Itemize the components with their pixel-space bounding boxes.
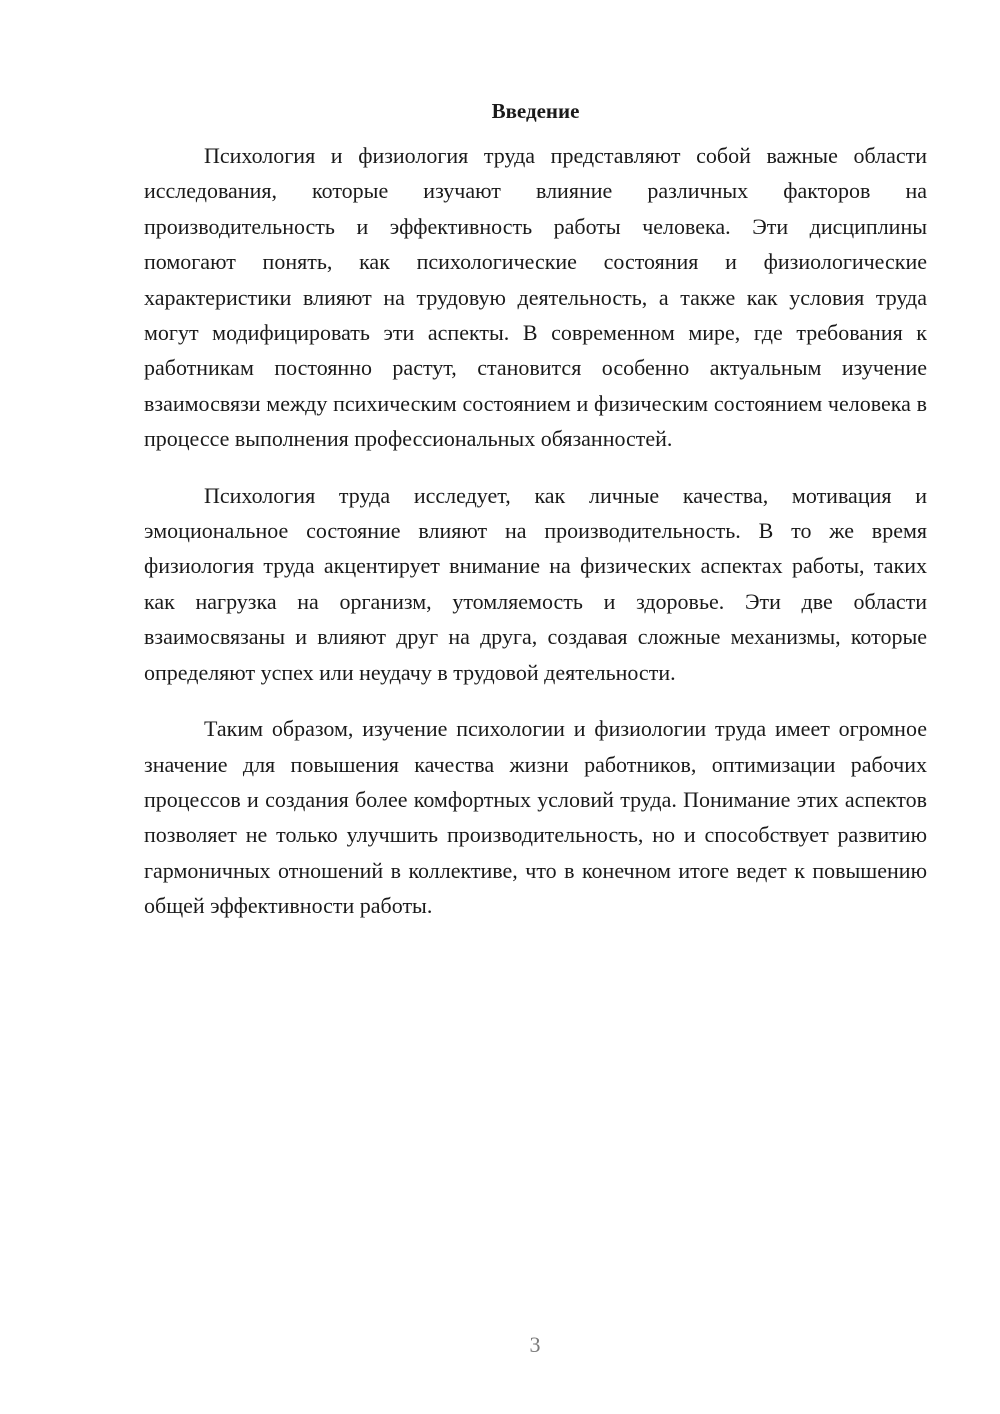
page-content: [144, 96, 927, 945]
paragraph-2: Психология труда исследует, как личные качества, мотивация и эмоциональное состояние влияют на производительность. В то же время физиология труда акцентирует внимание на физических аспектах работы, таких как нагрузка на организм, утомляемость и здоровье. Эти две области взаимосвязаны и влияют друг на друга, создавая сложные механизмы, которые определяют успех или неудачу в трудовой деятельности.: [144, 482, 927, 685]
paragraph-3: Таким образом, изучение психологии и физиологии труда имеет огромное значение для повышения качества жизни работников, оптимизации рабочих процессов и создания более комфортных условий труда. Понимание этих аспектов позволяет не только улучшить производительность, но и способствует развитию гармоничных отношений в коллективе, что в конечном итоге ведет к повышению общей эффективности работы.: [144, 716, 927, 919]
paragraph-1: Психология и физиология труда представляют собой важные области исследования, которые изучают влияние различных факторов на производительность и эффективность работы человека. Эти дисциплины помогают понять, как психологические состояния и физиологические характеристики влияют на трудовую деятельность, а также как условия труда могут модифицировать эти аспекты. В современном мире, где требования к работникам постоянно растут, становится особенно актуальным изучение взаимосвязи между психическим состоянием и физическим состоянием человека в процессе выполнения профессиональных обязанностей.: [144, 143, 927, 452]
section-title: Введение: [491, 99, 580, 123]
page-number: 3: [529, 1332, 541, 1357]
